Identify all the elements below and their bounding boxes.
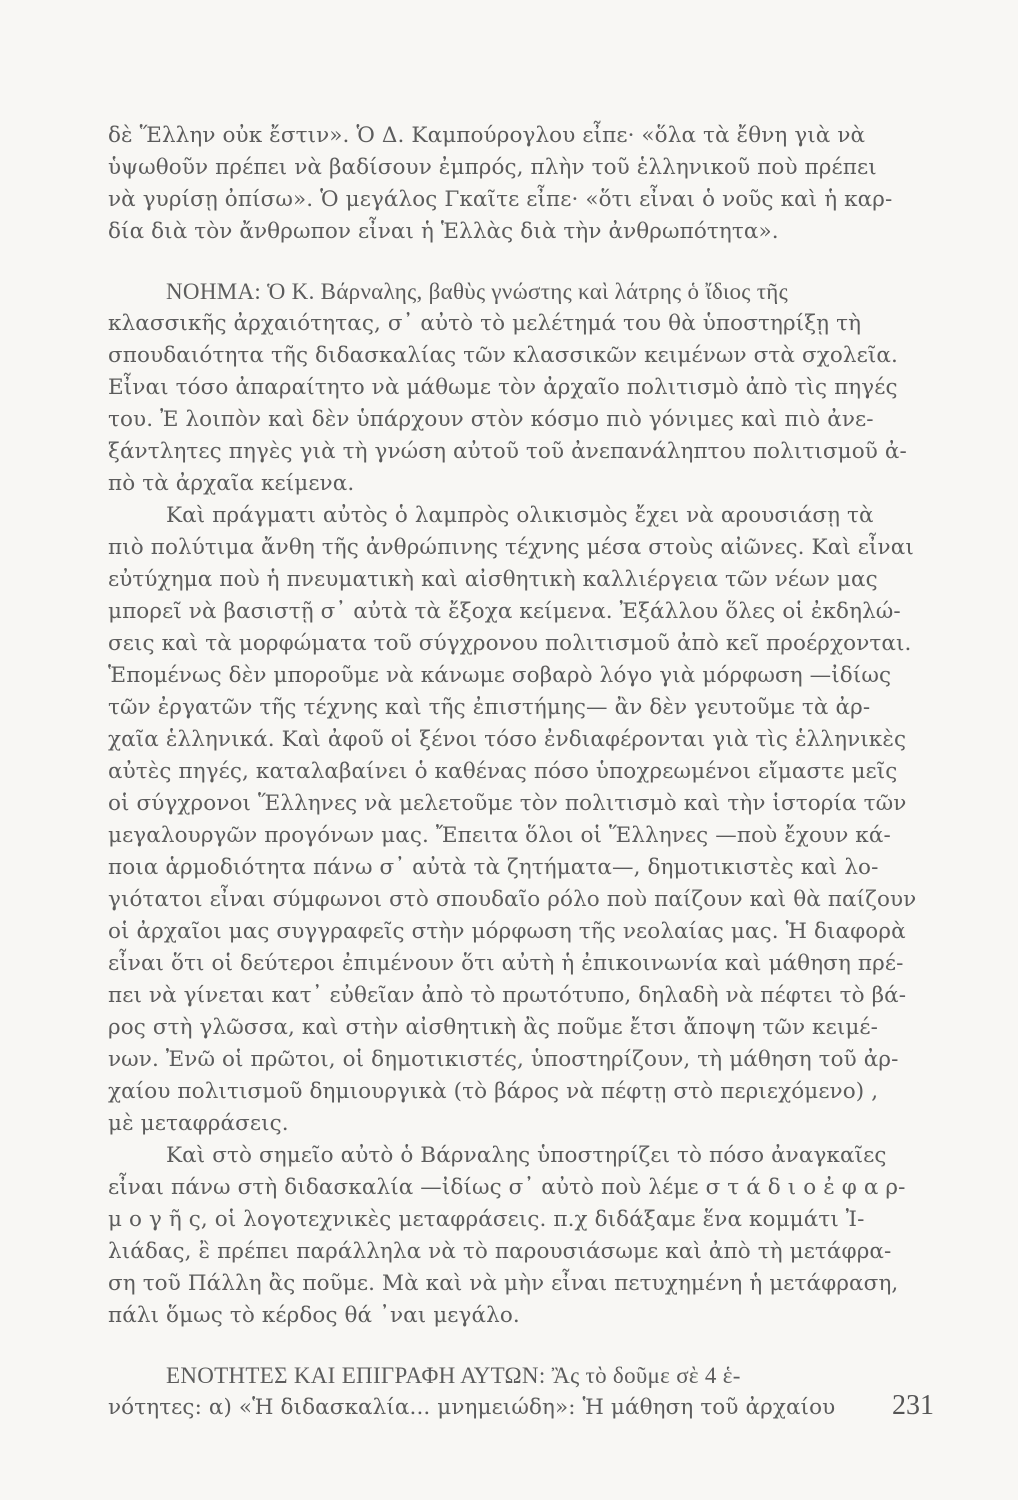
- text-line: ποια ἁρμοδιότητα πάνω σ᾽ αὐτὰ τὰ ζητήματα—, δημοτικιστὲς καὶ λο-: [108, 855, 879, 880]
- text-line: Ἑπομένως δὲν μποροῦμε νὰ κάνωμε σοβαρὸ λόγο γιὰ μόρφωση —ἰδίως: [108, 663, 892, 688]
- text-line: μεγαλουργῶν προγόνων μας. Ἔπειτα ὅλοι οἱ Ἕλληνες —ποὺ ἔχουν κά-: [108, 823, 891, 848]
- text-line: πὸ τὰ ἀρχαῖα κείμενα.: [108, 471, 355, 496]
- text-line: οἱ ἀρχαῖοι μας συγγραφεῖς στὴν μόρφωση τῆς νεολαίας μας. Ἡ διαφορὰ: [108, 919, 906, 944]
- text-line: μὲ μεταφράσεις.: [108, 1111, 289, 1136]
- text-line: σπουδαιότητα τῆς διδασκαλίας τῶν κλασσικῶν κειμένων στὰ σχολεῖα.: [108, 343, 898, 368]
- paragraph-start-line: Καὶ στὸ σημεῖο αὐτὸ ὁ Βάρναλης ὑποστηρίζει τὸ πόσο ἀναγκαῖες: [166, 1143, 887, 1168]
- text-line: δὲ Ἕλλην οὐκ ἔστιν». Ὁ Δ. Καμπούρογλου εἶπε· «ὅλα τὰ ἔθνη γιὰ νὰ: [108, 123, 866, 148]
- text-line: πάλι ὅμως τὸ κέρδος θά ᾽ναι μεγάλο.: [108, 1303, 520, 1328]
- page-number: 231: [892, 1390, 934, 1421]
- section-enotites-line: ΕΝΟΤΗΤΕΣ ΚΑΙ ΕΠΙΓΡΑΦΗ ΑΥΤΩΝ: Ἂς τὸ δοῦμε σὲ 4 ἑ-: [166, 1363, 741, 1388]
- text-line: νότητες: α) «Ἡ διδασκαλία... μνημειώδη»: Ἡ μάθηση τοῦ ἀρχαίου: [108, 1395, 836, 1420]
- text-line: εἶναι ὅτι οἱ δεύτεροι ἐπιμένουν ὅτι αὐτὴ ἡ ἐπικοινωνία καὶ μάθηση πρέ-: [108, 951, 904, 976]
- text-line: νὰ γυρίσῃ ὀπίσω». Ὁ μεγάλος Γκαῖτε εἶπε· «ὅτι εἶναι ὁ νοῦς καὶ ἡ καρ-: [108, 187, 893, 212]
- text-line: ξάντλητες πηγὲς γιὰ τὴ γνώση αὐτοῦ τοῦ ἀνεπανάληπτου πολιτισμοῦ ἀ-: [108, 439, 907, 464]
- text-line: μπορεῖ νὰ βασιστῇ σ᾽ αὐτὰ τὰ ἔξοχα κείμενα. Ἐξάλλου ὅλες οἱ ἐκδηλώ-: [108, 599, 901, 624]
- text-line: εὐτύχημα ποὺ ἡ πνευματικὴ καὶ αἰσθητικὴ καλλιέργεια τῶν νέων μας: [108, 567, 878, 592]
- paragraph-start-line: Καὶ πράγματι αὐτὸς ὁ λαμπρὸς ολικισμὸς ἔχει νὰ αρουσιάσῃ τὰ: [166, 503, 874, 528]
- text-line: δία διὰ τὸν ἄνθρωπον εἶναι ἡ Ἑλλὰς διὰ τὴν ἀνθρωπότητα».: [108, 219, 779, 244]
- text-line: Εἶναι τόσο ἀπαραίτητο νὰ μάθωμε τὸν ἀρχαῖο πολιτισμὸ ἀπὸ τὶς πηγές: [108, 375, 898, 400]
- text-line: οἱ σύγχρονοι Ἕλληνες νὰ μελετοῦμε τὸν πολιτισμὸ καὶ τὴν ἱστορία τῶν: [108, 791, 907, 816]
- text-line: κλασσικῆς ἀρχαιότητας, σ᾽ αὐτὸ τὸ μελέτημά του θὰ ὑποστηρίξῃ τὴ: [108, 311, 862, 336]
- text-line: αὐτὲς πηγές, καταλαβαίνει ὁ καθένας πόσο ὑποχρεωμένοι εἴμαστε μεῖς: [108, 759, 898, 784]
- section-noima-line: ΝΟΗΜΑ: Ὁ Κ. Βάρναλης, βαθὺς γνώστης καὶ λάτρης ὁ ἴδιος τῆς: [166, 279, 789, 304]
- text-line: μ ο γ ῆ ς, οἱ λογοτεχνικὲς μεταφράσεις. π.χ διδάξαμε ἕνα κομμάτι Ἰ-: [108, 1207, 865, 1232]
- text-line: ρος στὴ γλῶσσα, καὶ στὴν αἰσθητικὴ ἂς ποῦμε ἔτσι ἄποψη τῶν κειμέ-: [108, 1015, 879, 1040]
- text-line: ὑψωθοῦν πρέπει νὰ βαδίσουν ἐμπρός, πλὴν τοῦ ἑλληνικοῦ ποὺ πρέπει: [108, 155, 877, 180]
- text-line: λιάδας, ἒ πρέπει παράλληλα νὰ τὸ παρουσιάσωμε καὶ ἀπὸ τὴ μετάφρα-: [108, 1239, 892, 1264]
- text-line: πιὸ πολύτιμα ἄνθη τῆς ἀνθρώπινης τέχνης μέσα στοὺς αἰῶνες. Καὶ εἶναι: [108, 535, 914, 560]
- text-line: πει νὰ γίνεται κατ᾽ εὐθεῖαν ἀπὸ τὸ πρωτότυπο, δηλαδὴ νὰ πέφτει τὸ βά-: [108, 983, 907, 1008]
- text-line: του. Ἐ λοιπὸν καὶ δὲν ὑπάρχουν στὸν κόσμο πιὸ γόνιμες καὶ πιὸ ἀνε-: [108, 407, 874, 432]
- text-line: χαῖα ἑλληνικά. Καὶ ἀφοῦ οἱ ξένοι τόσο ἐνδιαφέρονται γιὰ τὶς ἑλληνικὲς: [108, 727, 907, 752]
- text-line: ση τοῦ Πάλλη ἂς ποῦμε. Μὰ καὶ νὰ μὴν εἶναι πετυχημένη ἡ μετάφραση,: [108, 1271, 899, 1296]
- text-line: τῶν ἐργατῶν τῆς τέχνης καὶ τῆς ἐπιστήμης— ἂν δὲν γευτοῦμε τὰ ἀρ-: [108, 695, 871, 720]
- text-line: χαίου πολιτισμοῦ δημιουργικὰ (τὸ βάρος νὰ πέφτῃ στὸ περιεχόμενο) ,: [108, 1079, 879, 1104]
- text-line: γιότατοι εἶναι σύμφωνοι στὸ σπουδαῖο ρόλο ποὺ παίζουν καὶ θὰ παίζουν: [108, 887, 917, 912]
- text-line: νων. Ἐνῶ οἱ πρῶτοι, οἱ δημοτικιστές, ὑποστηρίζουν, τὴ μάθηση τοῦ ἀρ-: [108, 1047, 899, 1072]
- text-line: εἶναι πάνω στὴ διδασκαλία —ἰδίως σ᾽ αὐτὸ ποὺ λέμε σ τ ά δ ι ο ἐ φ α ρ-: [108, 1175, 906, 1200]
- text-line: σεις καὶ τὰ μορφώματα τοῦ σύγχρονου πολιτισμοῦ ἀπὸ κεῖ προέρχονται.: [108, 631, 912, 656]
